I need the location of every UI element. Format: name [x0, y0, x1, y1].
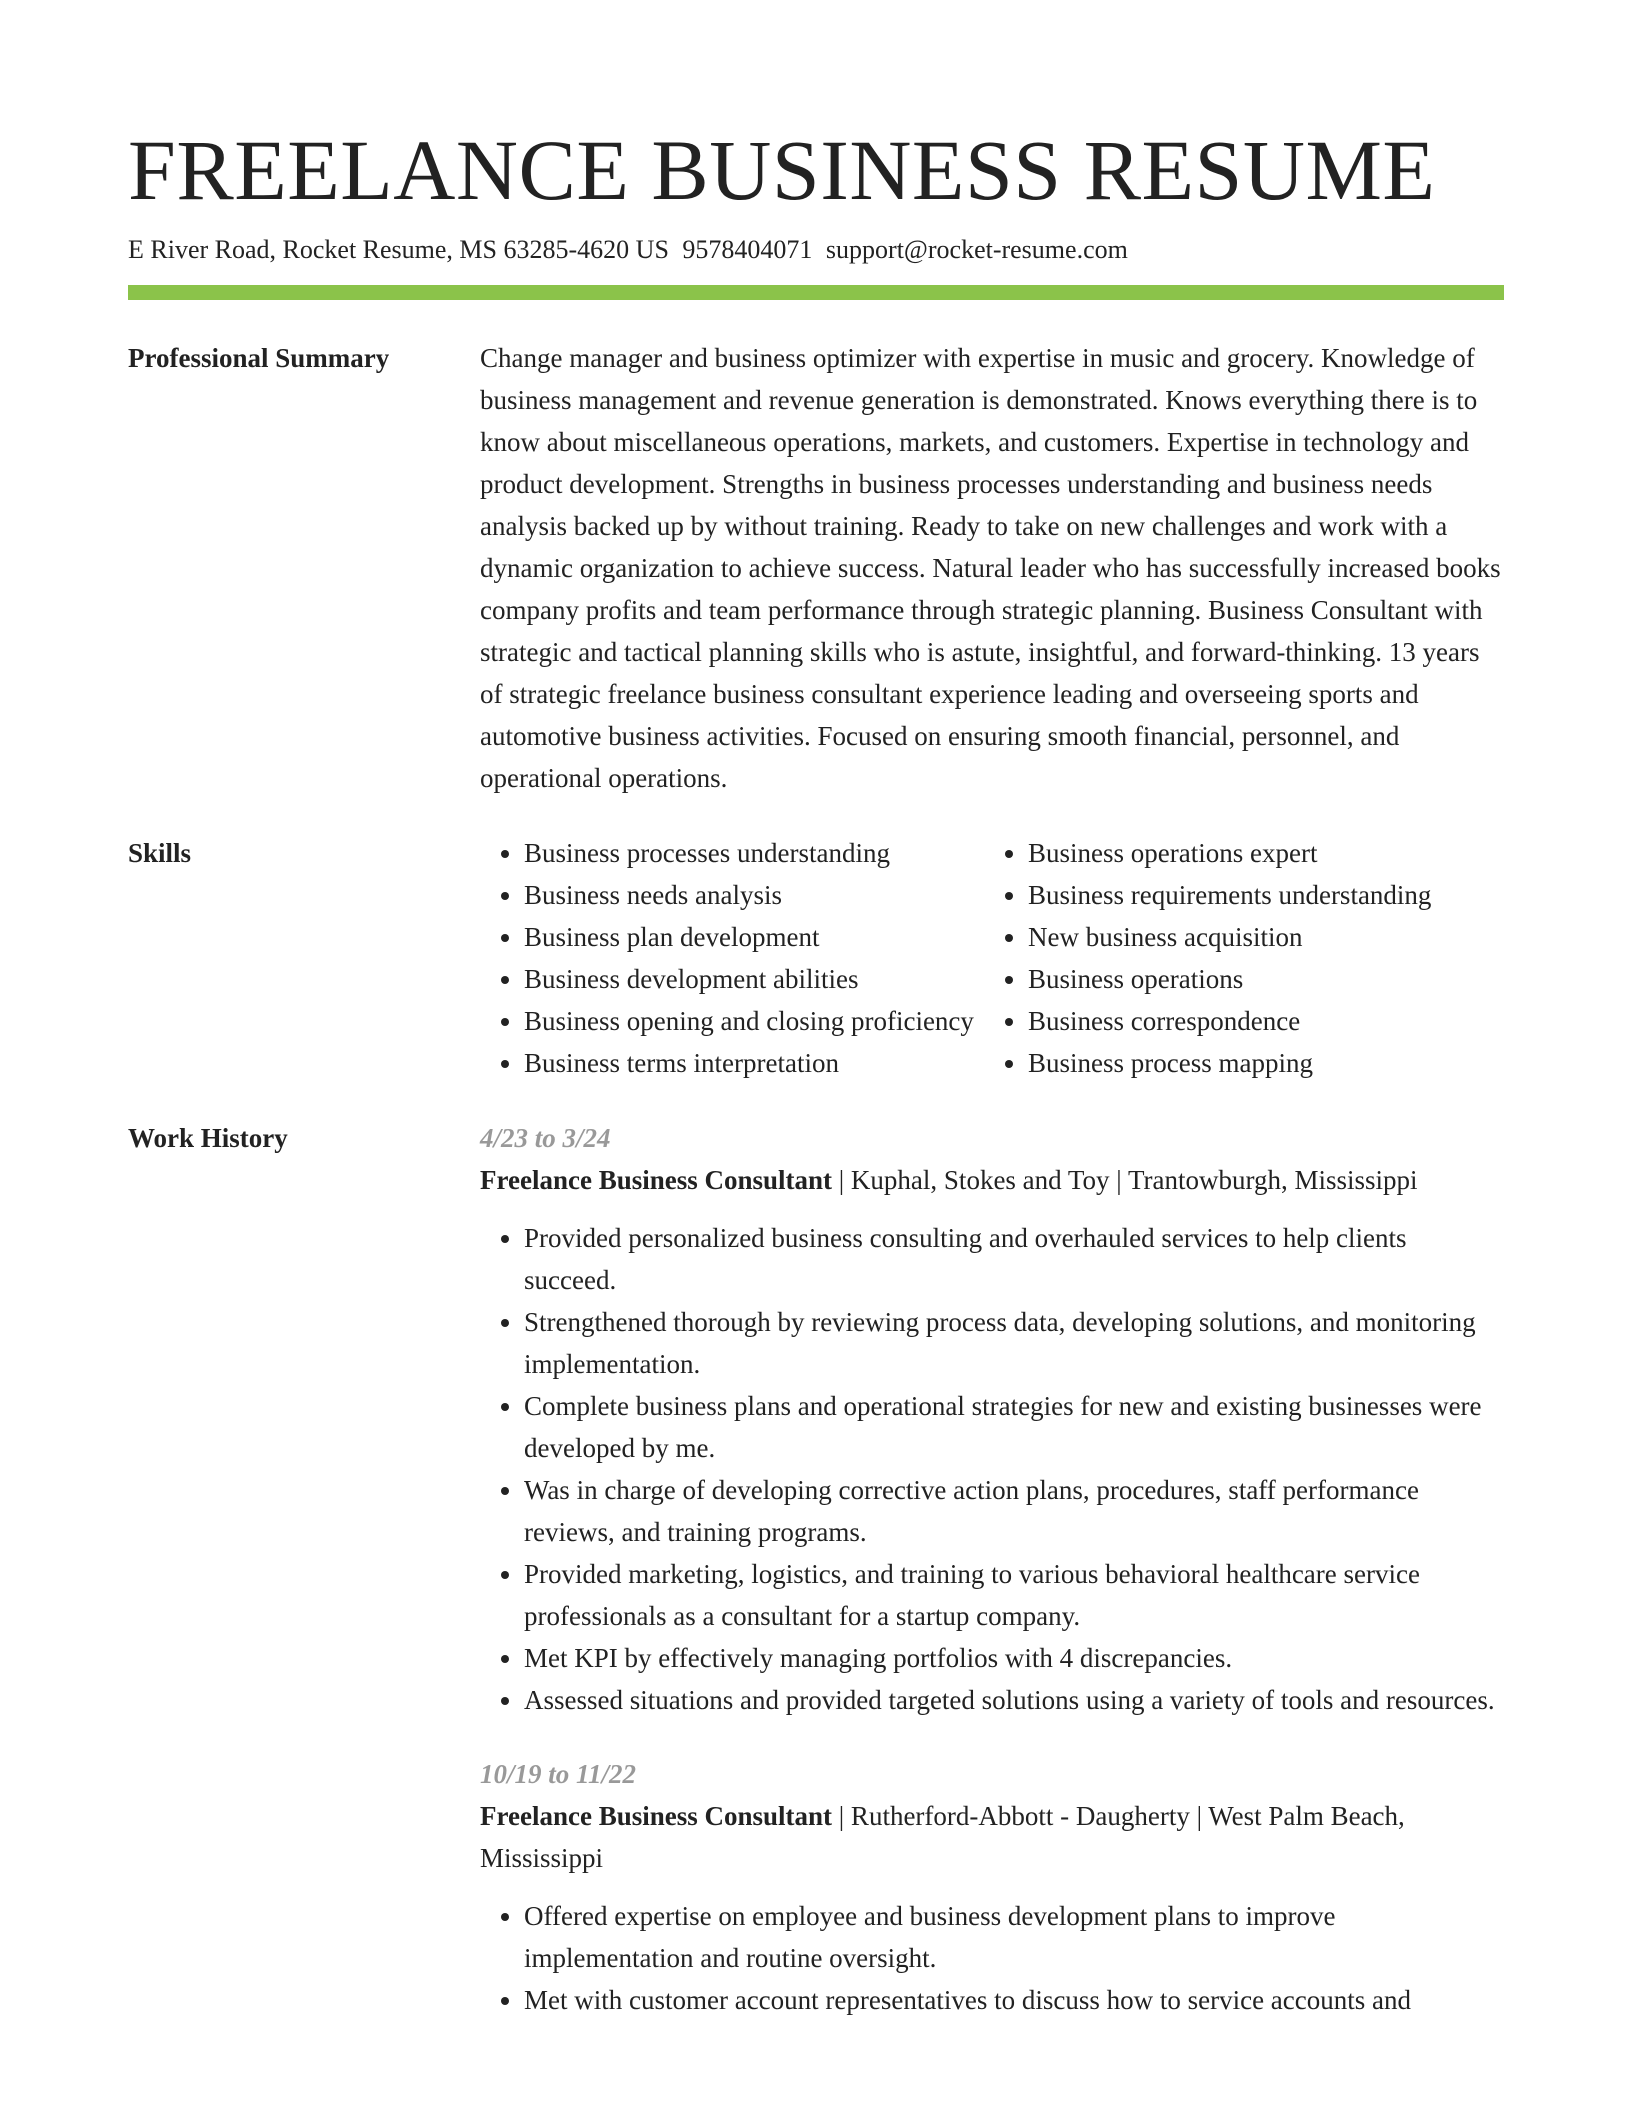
- job-bullet: • Met with customer account representatives to discuss how to service accounts and: [524, 1979, 1504, 2021]
- job-bullet: • Provided marketing, logistics, and training to various behavioral healthcare service professionals as a consultant for a startup company.: [524, 1553, 1504, 1637]
- job-title: Freelance Business Consultant: [480, 1801, 833, 1831]
- contact-line: [128, 233, 1504, 267]
- skill-item: • Business operations: [1028, 958, 1488, 1000]
- section-label-summary: Professional Summary: [128, 343, 390, 373]
- job-bullet: • Assessed situations and provided targeted solutions using a variety of tools and resources.: [524, 1679, 1504, 1721]
- professional-summary-section: [128, 337, 1504, 799]
- job-details: | Kuphal, Stokes and Toy | Trantowburgh, Mississippi: [832, 1165, 1418, 1195]
- resume-title: FREELANCE BUSINESS RESUME: [128, 122, 1436, 218]
- job-bullet: • Was in charge of developing corrective action plans, procedures, staff performance reviews, and training programs.: [524, 1469, 1504, 1553]
- skill-item: • Business process mapping: [1028, 1042, 1488, 1084]
- skill-item: • Business needs analysis: [524, 874, 984, 916]
- skill-item: • Business correspondence: [1028, 1000, 1488, 1042]
- skill-item: • Business plan development: [524, 916, 984, 958]
- skill-item: • Business operations expert: [1028, 832, 1488, 874]
- job-bullets: [480, 1895, 1504, 2021]
- contact-address: E River Road, Rocket Resume, MS 63285-4620 US: [128, 235, 669, 264]
- skills-list-right: [984, 832, 1488, 1084]
- job-bullet: • Strengthened thorough by reviewing process data, developing solutions, and monitoring implementation.: [524, 1301, 1504, 1385]
- summary-text: Change manager and business optimizer with expertise in music and grocery. Knowledge of business management and revenue generation is demonstrated. Knows everything there is to know about miscellaneous operations, markets, and customers. Expertise in technology and product development. Strengths in business processes understanding and business needs analysis backed up by without training. Ready to take on new challenges and work with a dynamic organization to achieve success. Natural leader who has successfully increased books company profits and team performance through strategic planning. Business Consultant with strategic and tactical planning skills who is astute, insightful, and forward-thinking. 13 years of strategic freelance business consultant experience leading and overseeing sports and automotive business activities. Focused on ensuring smooth financial, personnel, and operational operations.: [480, 343, 1501, 793]
- section-label-skills: Skills: [128, 838, 192, 868]
- job-title: Freelance Business Consultant: [480, 1165, 833, 1195]
- job-entry: [480, 1117, 1504, 1721]
- skill-item: • New business acquisition: [1028, 916, 1488, 958]
- job-dates: 4/23 to 3/24: [480, 1123, 611, 1153]
- job-details: | Rutherford-Abbott - Daugherty | West Palm Beach, Mississippi: [480, 1801, 1405, 1873]
- job-heading: [480, 1795, 1504, 1879]
- skill-item: • Business opening and closing proficiency: [524, 1000, 984, 1042]
- work-history-section: [128, 1117, 1504, 2053]
- skills-section: [128, 832, 1504, 1084]
- job-bullets: [480, 1217, 1504, 1721]
- header-divider: [128, 285, 1504, 300]
- job-entry: [480, 1753, 1504, 2021]
- job-bullet: • Offered expertise on employee and business development plans to improve implementation and routine oversight.: [524, 1895, 1504, 1979]
- skill-item: • Business development abilities: [524, 958, 984, 1000]
- job-bullet: • Complete business plans and operational strategies for new and existing businesses were developed by me.: [524, 1385, 1504, 1469]
- job-dates: 10/19 to 11/22: [480, 1759, 637, 1789]
- resume-page: [128, 0, 1504, 2053]
- skill-item: • Business processes understanding: [524, 832, 984, 874]
- skill-item: • Business requirements understanding: [1028, 874, 1488, 916]
- contact-email: support@rocket-resume.com: [825, 235, 1128, 264]
- skills-list-left: [480, 832, 984, 1084]
- skill-item: • Business terms interpretation: [524, 1042, 984, 1084]
- contact-phone: 9578404071: [682, 235, 813, 264]
- section-label-work-history: Work History: [128, 1123, 288, 1153]
- job-heading: [480, 1159, 1504, 1201]
- job-bullet: • Provided personalized business consulting and overhauled services to help clients succeed.: [524, 1217, 1504, 1301]
- job-bullet: • Met KPI by effectively managing portfolios with 4 discrepancies.: [524, 1637, 1504, 1679]
